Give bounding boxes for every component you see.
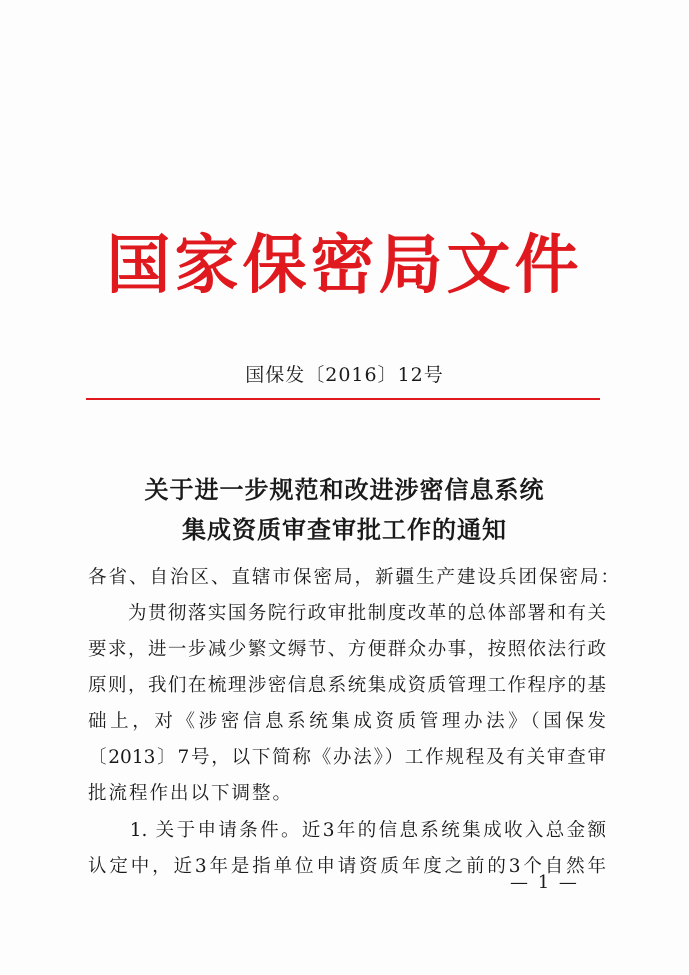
recipients-line: 各省、自治区、直辖市保密局，新疆生产建设兵团保密局： [88,567,622,588]
body-line: 原则，我们在梳理涉密信息系统集成资质管理工作程序的基 [88,675,606,696]
issuing-organization-title: 国家保密局文件 [106,229,583,303]
document-title-line-1: 关于进一步规范和改进涉密信息系统 [144,475,545,504]
body-paragraph-1 [88,596,606,812]
document-title-line-2: 集成资质审查审批工作的通知 [182,515,507,544]
body-line: 〔2013〕7号，以下简称《办法》）工作规程及有关审查审 [88,747,606,768]
body-line: 要求，进一步减少繁文缛节、方便群众办事，按照依法行政 [88,639,606,660]
body-line: 1. 关于申请条件。近3年的信息系统集成收入总金额 [88,820,606,841]
red-separator-line [86,398,600,400]
body-line: 为贯彻落实国务院行政审批制度改革的总体部署和有关 [88,603,606,624]
body-line: 认定中，近3年是指单位申请资质年度之前的3个自然年 [88,856,606,877]
document-title [0,470,689,550]
document-number: 国保发〔2016〕12号 [245,364,444,386]
body-line: 础上，对《涉密信息系统集成资质管理办法》（国保发 [88,711,606,732]
body-line: 批流程作出以下调整。 [88,783,294,804]
page-number: — 1 — [510,872,579,893]
